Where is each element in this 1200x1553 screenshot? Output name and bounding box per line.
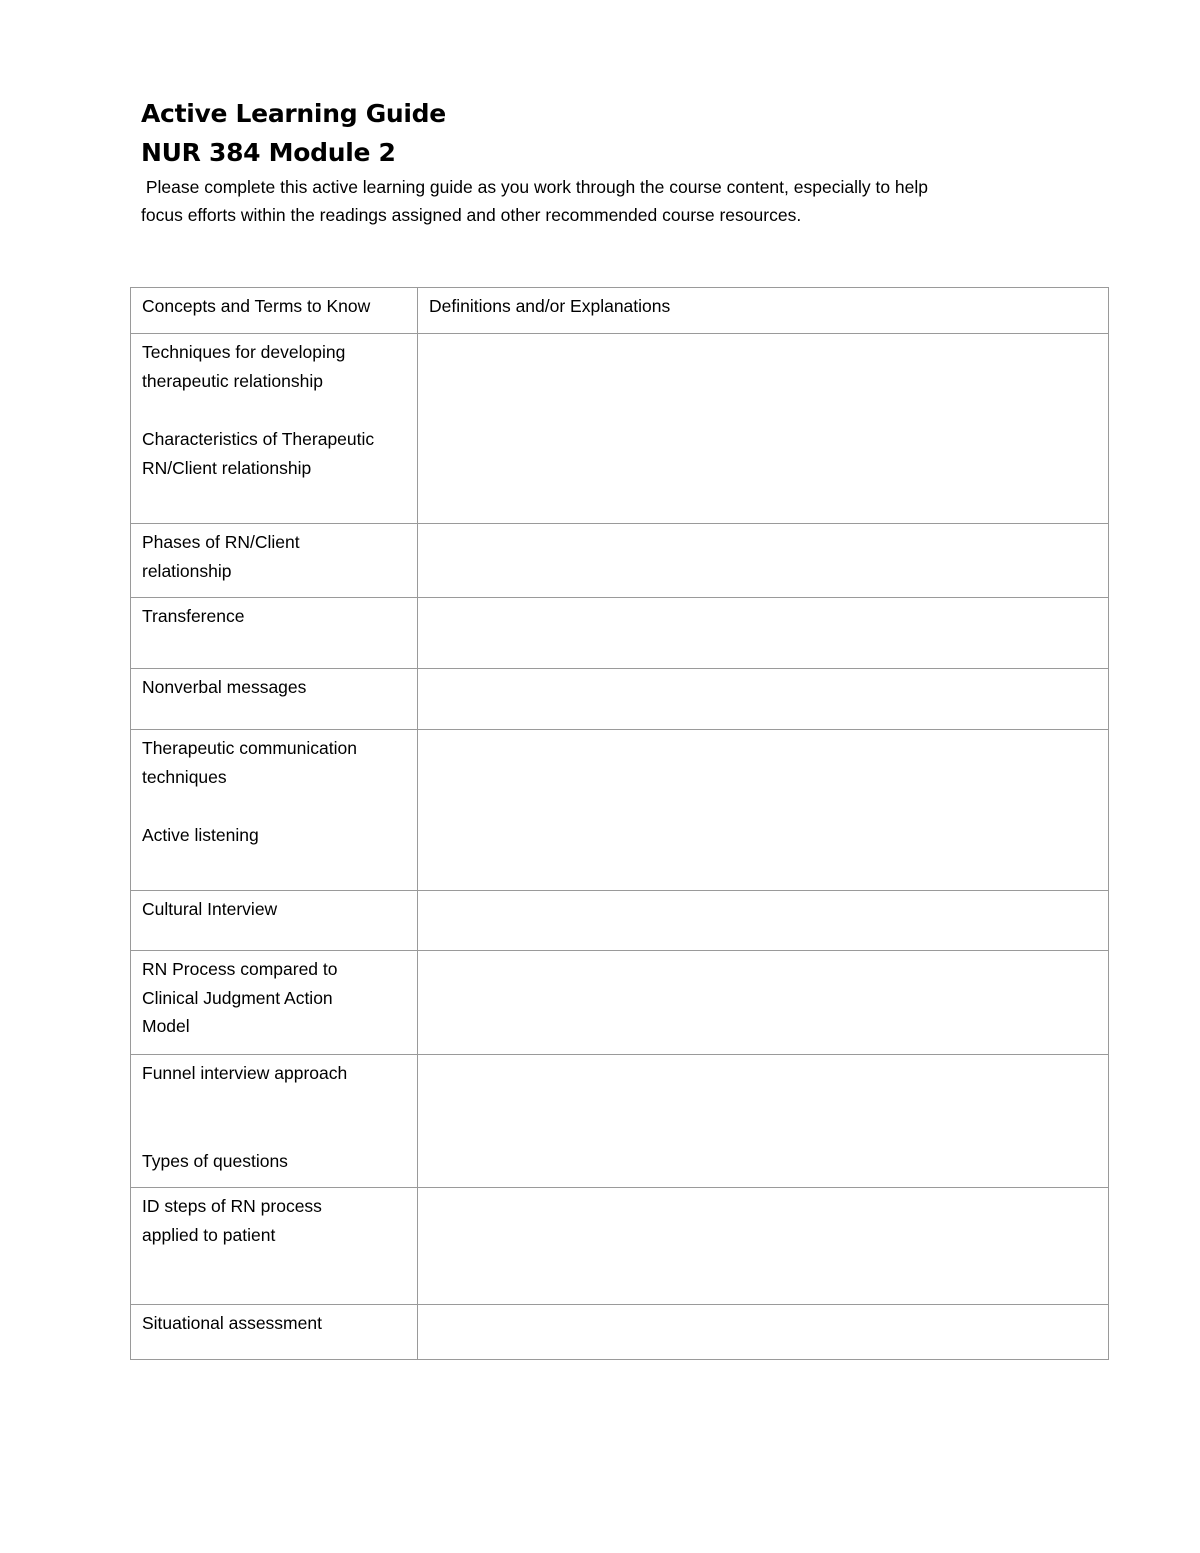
table-row xyxy=(131,730,1109,891)
concept-cell xyxy=(131,891,418,951)
concept-cell xyxy=(131,730,418,891)
concept-text: RN Process compared to xyxy=(142,959,338,979)
table-row xyxy=(131,1305,1109,1360)
concept-text: Clinical Judgment Action xyxy=(142,987,333,1008)
definition-cell[interactable] xyxy=(418,730,1109,891)
line-gap xyxy=(142,395,406,425)
concept-text: Characteristics of Therapeutic xyxy=(142,429,375,449)
definition-cell[interactable] xyxy=(418,1188,1109,1305)
table-row xyxy=(131,951,1109,1055)
concept-text: applied to patient xyxy=(142,1224,276,1245)
concept-cell xyxy=(131,334,418,524)
concept-text: Cultural Interview xyxy=(142,899,278,919)
intro-paragraph xyxy=(141,173,1061,229)
active-learning-table xyxy=(130,287,1109,1360)
concept-text: Phases of RN/Client xyxy=(142,532,300,552)
table-row xyxy=(131,1055,1109,1188)
concept-cell xyxy=(131,669,418,730)
page-title: Active Learning Guide xyxy=(141,99,446,128)
definition-cell[interactable] xyxy=(418,891,1109,951)
table-row xyxy=(131,334,1109,524)
concept-text: techniques xyxy=(142,766,227,787)
table-row xyxy=(131,891,1109,951)
concept-text: Active listening xyxy=(142,825,259,845)
concept-cell xyxy=(131,1055,418,1188)
line-gap xyxy=(142,791,406,821)
page-subtitle: NUR 384 Module 2 xyxy=(141,138,396,167)
table-row xyxy=(131,1188,1109,1305)
line-gap xyxy=(142,1088,406,1147)
definition-cell[interactable] xyxy=(418,334,1109,524)
column-header-definitions: Definitions and/or Explanations xyxy=(418,288,1109,334)
concept-cell xyxy=(131,1188,418,1305)
definition-cell[interactable] xyxy=(418,951,1109,1055)
concept-text: Situational assessment xyxy=(142,1313,322,1333)
concept-text: Techniques for developing xyxy=(142,342,346,362)
intro-line: Please complete this active learning guide as you work through the course content, especially to help xyxy=(141,177,929,197)
definition-cell[interactable] xyxy=(418,1305,1109,1360)
concept-cell xyxy=(131,951,418,1055)
concept-cell xyxy=(131,1305,418,1360)
concept-cell xyxy=(131,524,418,598)
column-header-concepts: Concepts and Terms to Know xyxy=(131,288,418,334)
concept-text: Therapeutic communication xyxy=(142,738,357,758)
table-row xyxy=(131,524,1109,598)
concept-text: ID steps of RN process xyxy=(142,1196,322,1216)
concept-text: RN/Client relationship xyxy=(142,457,312,478)
definition-cell[interactable] xyxy=(418,669,1109,730)
definition-cell[interactable] xyxy=(418,598,1109,669)
table-header-row xyxy=(131,288,1109,334)
intro-line: focus efforts within the readings assigned and other recommended course resources. xyxy=(141,205,802,225)
concept-text: Transference xyxy=(142,606,245,626)
concept-text: Funnel interview approach xyxy=(142,1063,348,1083)
concept-text: Model xyxy=(142,1016,190,1036)
table-row xyxy=(131,669,1109,730)
definition-cell[interactable] xyxy=(418,1055,1109,1188)
definition-cell[interactable] xyxy=(418,524,1109,598)
concept-cell xyxy=(131,598,418,669)
concept-text: Nonverbal messages xyxy=(142,677,307,697)
concept-text: Types of questions xyxy=(142,1150,288,1171)
concept-text: therapeutic relationship xyxy=(142,370,323,391)
concept-text: relationship xyxy=(142,560,232,581)
table-row xyxy=(131,598,1109,669)
